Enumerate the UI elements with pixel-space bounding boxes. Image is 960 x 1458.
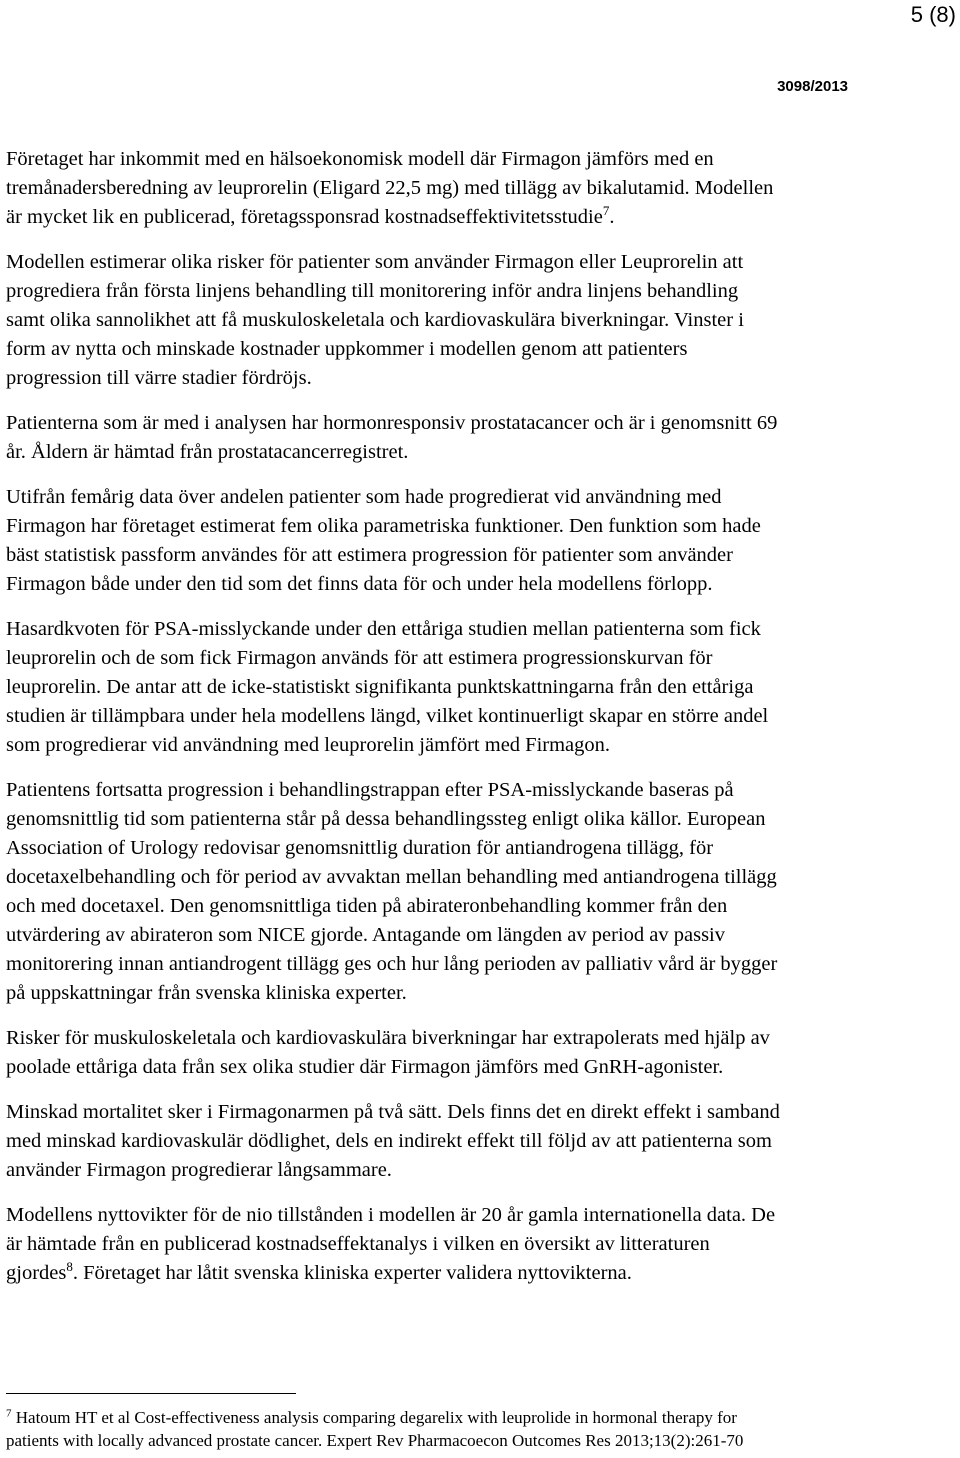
document-body <box>6 145 950 1304</box>
line: studien är tillämpbara under hela modellens längd, vilket kontinuerligt skapar en större andel <box>6 705 769 727</box>
paragraph-utility-weights <box>6 1201 950 1288</box>
page-number: 5 (8) <box>910 2 956 27</box>
line: poolade ettåriga data från sex olika studier där Firmagon jämförs med GnRH-agonister. <box>6 1056 724 1078</box>
line: med minskad kardiovaskulär dödlighet, dels en indirekt effekt till följd av att patienterna som <box>6 1130 772 1152</box>
paragraph-hazard-ratio <box>6 615 950 760</box>
line: bäst statistisk passform användes för att estimera progression för patienter som använder <box>6 544 733 566</box>
paragraph-patients <box>6 409 950 467</box>
paragraph-parametric-functions <box>6 483 950 599</box>
line: använder Firmagon progredierar långsammare. <box>6 1159 392 1181</box>
footnote-7 <box>6 1406 936 1452</box>
line: Företaget har inkommit med en hälsoekonomisk modell där Firmagon jämförs med en <box>6 148 714 170</box>
line: Modellen estimerar olika risker för patienter som använder Firmagon eller Leuprorelin att <box>6 251 744 273</box>
line: genomsnittlig tid som patienterna står på dessa behandlingssteg enligt olika källor. European <box>6 808 766 830</box>
line: tremånadersberedning av leuprorelin (Eligard 22,5 mg) med tillägg av bikalutamid. Modellen <box>6 177 774 199</box>
line: Hasardkvoten för PSA-misslyckande under den ettåriga studien mellan patienterna som fick <box>6 618 761 640</box>
line: är mycket lik en publicerad, företagssponsrad kostnadseffektivitetsstudie <box>6 206 603 228</box>
line: Firmagon har företaget estimerat fem olika parametriska funktioner. Den funktion som hade <box>6 515 761 537</box>
line: Association of Urology redovisar genomsnittlig duration för antiandrogena tillägg, för <box>6 837 714 859</box>
line: som progredierar vid användning med leuprorelin jämfört med Firmagon. <box>6 734 611 756</box>
line: leuprorelin. De antar att de icke-statistiskt signifikanta punktskattningarna från den ettåriga <box>6 676 754 698</box>
footnote-line: Hatoum HT et al Cost-effectiveness analysis comparing degarelix with leuprolide in hormonal therapy for <box>11 1408 737 1427</box>
line: utvärdering av abirateron som NICE gjorde. Antagande om längden av period av passiv <box>6 924 726 946</box>
footnote-line: patients with locally advanced prostate cancer. Expert Rev Pharmacoecon Outcomes Res 2013;13(2):261-70 <box>6 1431 744 1450</box>
line-tail: . Företaget har låtit svenska kliniska experter validera nyttovikterna. <box>72 1262 632 1284</box>
line: Patientens fortsatta progression i behandlingstrappan efter PSA-misslyckande baseras på <box>6 779 734 801</box>
line: form av nytta och minskade kostnader uppkommer i modellen genom att patienters <box>6 338 688 360</box>
footnote-divider <box>6 1393 296 1394</box>
line: progrediera från första linjens behandling till monitorering inför andra linjens behandling <box>6 280 739 302</box>
document-reference: 3098/2013 <box>777 78 848 95</box>
line: på uppskattningar från svenska kliniska experter. <box>6 982 407 1004</box>
paragraph-treatment-progression <box>6 776 950 1008</box>
line: leuprorelin och de som fick Firmagon används för att estimera progressionskurvan för <box>6 647 713 669</box>
line: Minskad mortalitet sker i Firmagonarmen på två sätt. Dels finns det en direkt effekt i samband <box>6 1101 780 1123</box>
footnote-ref-7[interactable]: 7 <box>602 203 610 219</box>
line: år. Åldern är hämtad från prostatacancerregistret. <box>6 441 409 463</box>
footnote-marker: 7 <box>6 1407 12 1420</box>
line: Utifrån femårig data över andelen patienter som hade progredierat vid användning med <box>6 486 722 508</box>
line: Risker för muskuloskeletala och kardiovaskulära biverkningar har extrapolerats med hjälp av <box>6 1027 770 1049</box>
paragraph-model-risks <box>6 248 950 393</box>
line: docetaxelbehandling och för period av avvaktan mellan behandling med antiandrogena tillägg <box>6 866 777 888</box>
line: och med docetaxel. Den genomsnittliga tiden på abirateronbehandling kommer från den <box>6 895 728 917</box>
line: samt olika sannolikhet att få muskuloskeletala och kardiovaskulära biverkningar. Vinster i <box>6 309 744 331</box>
footnote-ref-8[interactable]: 8 <box>66 1259 73 1275</box>
line: progression till värre stadier fördröjs. <box>6 367 312 389</box>
paragraph-model-intro <box>6 145 950 232</box>
line: gjordes <box>6 1262 67 1284</box>
line: är hämtade från en publicerad kostnadseffektanalys i vilken en översikt av litteraturen <box>6 1233 710 1255</box>
line: Firmagon både under den tid som det finns data för och under hela modellens förlopp. <box>6 573 713 595</box>
line: Patienterna som är med i analysen har hormonresponsiv prostatacancer och är i genomsnitt 69 <box>6 412 778 434</box>
paragraph-mortality <box>6 1098 950 1185</box>
line-tail: . <box>609 206 615 228</box>
paragraph-side-effect-risks <box>6 1024 950 1082</box>
line: Modellens nyttovikter för de nio tillstånden i modellen är 20 år gamla internationella data. De <box>6 1204 776 1226</box>
line: monitorering innan antiandrogent tillägg ges och hur lång perioden av palliativ vård är bygger <box>6 953 778 975</box>
